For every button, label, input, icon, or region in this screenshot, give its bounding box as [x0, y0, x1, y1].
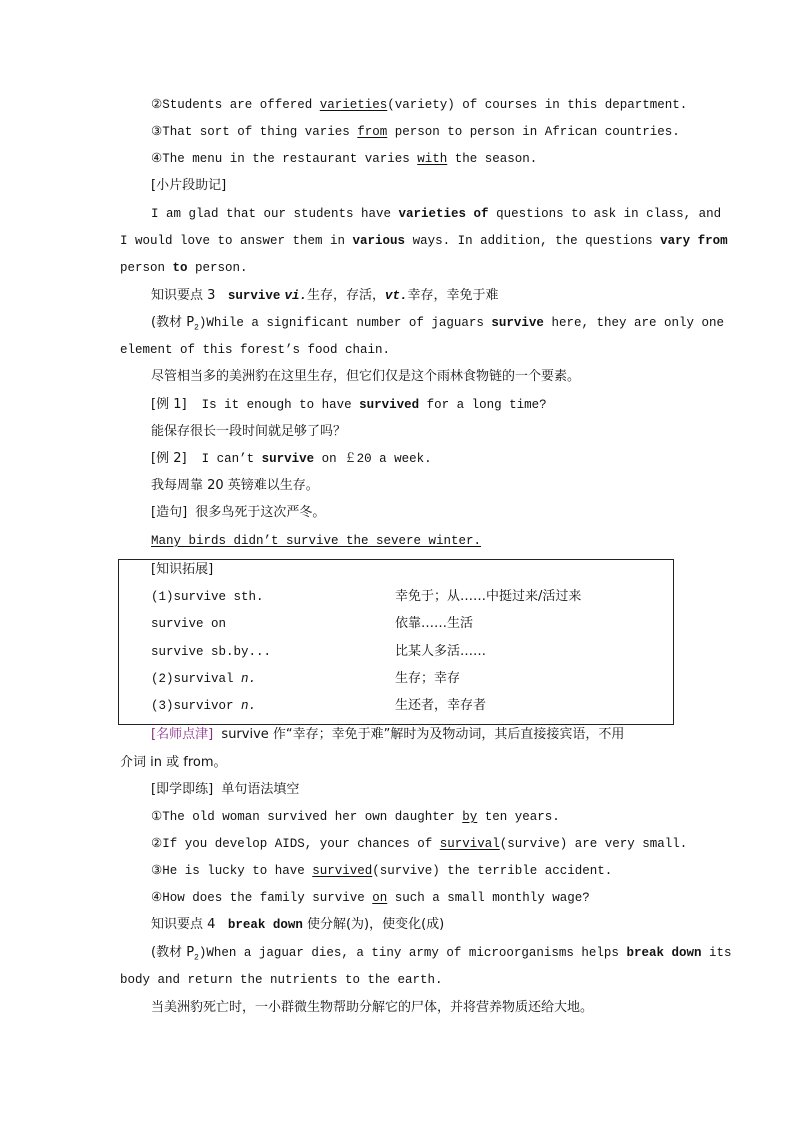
point3-textbook-line-2: element of this forest’s food chain.	[120, 343, 391, 357]
pos: n.	[241, 699, 257, 713]
bold-text: various	[352, 234, 406, 248]
heading-def: 使分解(为)，使变化(成)	[306, 917, 445, 932]
practice-heading	[151, 781, 299, 799]
box-row-cn: 比某人多活……	[395, 644, 487, 659]
text: ①The old woman survived her own daughter	[151, 810, 463, 824]
bold-text: to	[172, 261, 188, 275]
answer: survived	[312, 864, 373, 878]
practice-1	[151, 808, 560, 826]
point3-heading: 知识要点 3 survive vi.生存，存活，vt.幸存，幸免于难	[151, 288, 499, 303]
bold-text: vary from	[660, 234, 728, 248]
heading-word: survive	[227, 289, 281, 303]
text: ways. In addition, the questions	[405, 234, 661, 248]
bold-text: survive	[491, 316, 544, 330]
box-row-en	[151, 670, 256, 688]
text: (3)survivor	[151, 699, 234, 713]
example-2	[151, 96, 687, 114]
point4-textbook-cn: 当美洲豹死亡时，一小群微生物帮助分解它的尸体，并将营养物质还给大地。	[151, 1000, 594, 1015]
tip-label: [名师点津]	[151, 727, 214, 742]
box-row-en	[151, 697, 256, 715]
practice-3	[151, 862, 612, 880]
page-sub: 2	[194, 953, 199, 963]
label: [例 2]	[151, 451, 187, 466]
text: ②Students are offered	[151, 98, 320, 112]
box-row-cn: 依靠……生活	[395, 616, 474, 631]
text: its	[701, 946, 732, 960]
text: )While a significant number of jaguars	[198, 316, 492, 330]
point4-heading	[151, 916, 444, 934]
point3-example-2	[151, 450, 432, 468]
box-row-cn: 幸免于；从……中挺过来/活过来	[395, 589, 582, 604]
heading-prefix: 知识要点 4	[151, 917, 216, 932]
text: ④The menu in the restaurant varies	[151, 152, 418, 166]
point3-make-answer: Many birds didn’t survive the severe winter.	[151, 534, 482, 548]
point4-textbook-line-1	[151, 944, 731, 968]
text: I can’t	[201, 452, 262, 466]
box-row-en: (1)survive sth.	[151, 590, 264, 604]
answer: on	[372, 891, 388, 905]
memo-line-2	[120, 232, 728, 250]
answer: from	[357, 125, 388, 139]
memo-line-1	[151, 205, 721, 223]
label: [造句]	[151, 505, 188, 520]
heading-def: 生存，存活	[306, 288, 372, 303]
point3-example-2-cn: 我每周靠 20 英镑难以生存。	[151, 478, 319, 493]
memo-label: [小片段助记]	[151, 178, 227, 193]
heading-pos: vi.	[284, 289, 307, 303]
teacher-tip-line-1	[151, 726, 624, 744]
text: (variety) of courses in this department.	[387, 98, 688, 112]
text: I am glad that our students have	[151, 207, 399, 221]
teacher-tip-line-2: 介词 in 或 from。	[120, 755, 227, 770]
box-row-en: survive sb.by...	[151, 645, 272, 659]
point3-example-1	[151, 396, 547, 414]
box-row-cn: 生还者，幸存者	[395, 698, 487, 713]
text: here, they are only one	[543, 316, 724, 330]
text: person to person in African countries.	[387, 125, 680, 139]
answer: by	[462, 810, 478, 824]
text: 单句语法填空	[221, 782, 300, 797]
point3-textbook-cn: 尽管相当多的美洲豹在这里生存，但它们仅是这个雨林食物链的一个要素。	[151, 369, 581, 384]
heading-def: 幸存，幸免于难	[407, 288, 499, 303]
text: the season.	[447, 152, 538, 166]
page-sub: 2	[194, 323, 199, 333]
text: (survive) the terrible accident.	[372, 864, 613, 878]
pos: n.	[241, 672, 257, 686]
point3-textbook-line-1	[151, 314, 724, 338]
box-row-en: survive on	[151, 617, 227, 631]
point4-textbook-line-2: body and return the nutrients to the earth.	[120, 973, 443, 987]
practice-4	[151, 889, 590, 907]
heading-pos: vt.	[385, 289, 408, 303]
heading-prefix: 知识要点 3	[151, 288, 216, 303]
heading-word: break down	[227, 918, 303, 932]
label: [例 1]	[151, 397, 187, 412]
text: )When a jaguar dies, a tiny army of microorganisms helps	[198, 946, 627, 960]
text: person	[120, 261, 173, 275]
bold-text: break down	[626, 946, 702, 960]
text: (教材 P	[151, 315, 195, 330]
text: questions to ask in class, and	[488, 207, 722, 221]
box-row-cn: 生存；幸存	[395, 671, 461, 686]
text: ③That sort of thing varies	[151, 125, 358, 139]
text: (2)survival	[151, 672, 234, 686]
text: I would love to answer them in	[120, 234, 353, 248]
text: ten years.	[477, 810, 560, 824]
text: for a long time?	[419, 398, 547, 412]
bold-text: varieties of	[398, 207, 489, 221]
box-title: [知识拓展]	[151, 562, 214, 577]
text: (教材 P	[151, 945, 195, 960]
text: 很多鸟死于这次严冬。	[195, 505, 326, 520]
label: [即学即练]	[151, 782, 214, 797]
text: (survive) are very small.	[499, 837, 688, 851]
text: survive 作“幸存；幸免于难”解时为及物动词，其后直接接宾语，不用	[221, 727, 625, 742]
answer: survival	[439, 837, 500, 851]
text: Is it enough to have	[201, 398, 360, 412]
text: ②If you develop AIDS, your chances of	[151, 837, 440, 851]
text: such a small monthly wage?	[387, 891, 590, 905]
bold-text: survive	[261, 452, 315, 466]
text: person.	[187, 261, 248, 275]
answer: with	[417, 152, 448, 166]
example-3	[151, 123, 680, 141]
practice-2	[151, 835, 687, 853]
text: ③He is lucky to have	[151, 864, 313, 878]
text: on ￡20 a week.	[314, 452, 432, 466]
memo-line-3	[120, 259, 248, 277]
answer: varieties	[319, 98, 388, 112]
point3-make-sentence	[151, 504, 325, 522]
bold-text: survived	[359, 398, 420, 412]
point3-example-1-cn: 能保存很长一段时间就足够了吗？	[151, 424, 347, 439]
example-4	[151, 150, 537, 168]
text: ④How does the family survive	[151, 891, 373, 905]
